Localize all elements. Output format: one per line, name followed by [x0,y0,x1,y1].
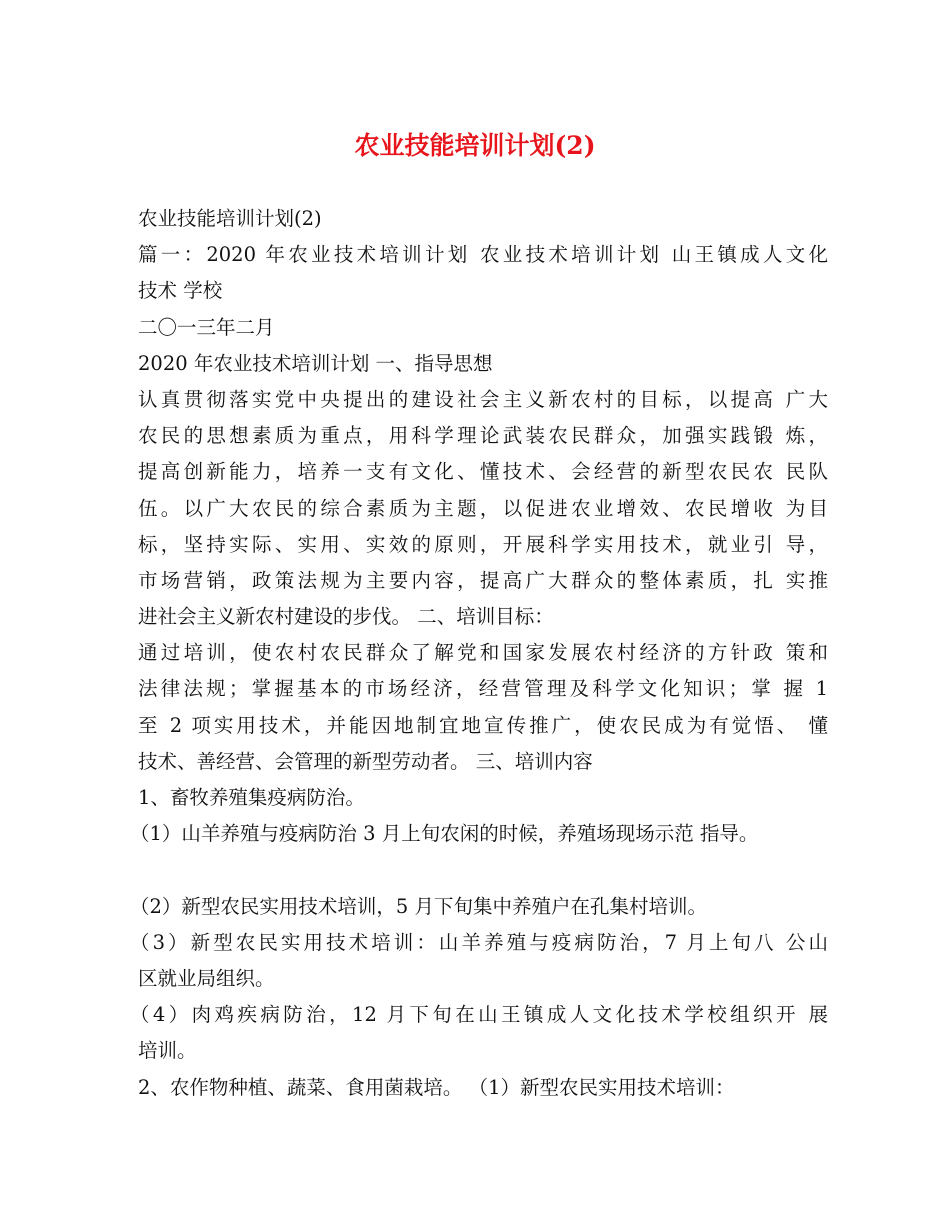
body-line: 1、畜牧养殖集疫病防治。 [138,786,365,809]
body-line: （2）新型农民实用技术培训，5 月下旬集中养殖户在孔集村培训。 [130,894,708,918]
body-line: 法律法规；掌握基本的市场经济，经营管理及科学文化知识；掌 握 1 [138,677,828,701]
body-line: 农民的思想素质为重点，用科学理论武装农民群众，加强实践锻 炼， [138,424,828,448]
body-line: 2020 年农业技术培训计划 一、指导思想 [138,351,493,375]
body-line: 进社会主义新农村建设的步伐。 二、培训目标： [138,605,554,629]
document-title: 农业技能培训计划(2) [354,131,596,160]
body-line: 伍。以广大农民的综合素质为主题，以促进农业增效、农民增收 为目 [138,496,828,520]
document-body [130,201,828,1106]
body-line: 至 2 项实用技术，并能因地制宜地宣传推广，使农民成为有觉悟、 懂 [138,713,828,737]
body-line: 二〇一三年二月 [138,315,275,339]
body-line: 技术 学校 [138,279,223,303]
body-line: 农业技能培训计划(2) [138,207,322,230]
body-line: 认真贯彻落实党中央提出的建设社会主义新农村的目标，以提高 广大 [138,387,828,411]
body-line: （3）新型农民实用技术培训：山羊养殖与疫病防治，7 月上旬八 公山 [130,930,828,954]
blank-line [138,852,828,888]
body-line: 市场营销，政策法规为主要内容，提高广大群众的整体素质，扎 实推 [138,568,828,592]
body-line: 通过培训，使农村农民群众了解党和国家发展农村经济的方针政 策和 [138,641,828,665]
body-line: 2、农作物种植、蔬菜、食用菌栽培。 （1）新型农民实用技术培训： [138,1075,735,1099]
body-line: 区就业局组织。 [138,966,275,990]
body-line: 标，坚持实际、实用、实效的原则，开展科学实用技术，就业引 导， [138,532,828,556]
body-line: （1）山羊养殖与疫病防治 3 月上旬农闲的时候，养殖场现场示范 指导。 [130,822,759,846]
body-line: 提高创新能力，培养一支有文化、懂技术、会经营的新型农民农 民队 [138,460,828,484]
body-line: 培训。 [138,1039,197,1063]
body-line: （4）肉鸡疾病防治，12 月下旬在山王镇成人文化技术学校组织开 展 [130,1003,828,1027]
body-line: 篇一：2020 年农业技术培训计划 农业技术培训计划 山王镇成人文化 [138,243,828,267]
body-line: 技术、善经营、会管理的新型劳动者。 三、培训内容 [138,749,593,773]
